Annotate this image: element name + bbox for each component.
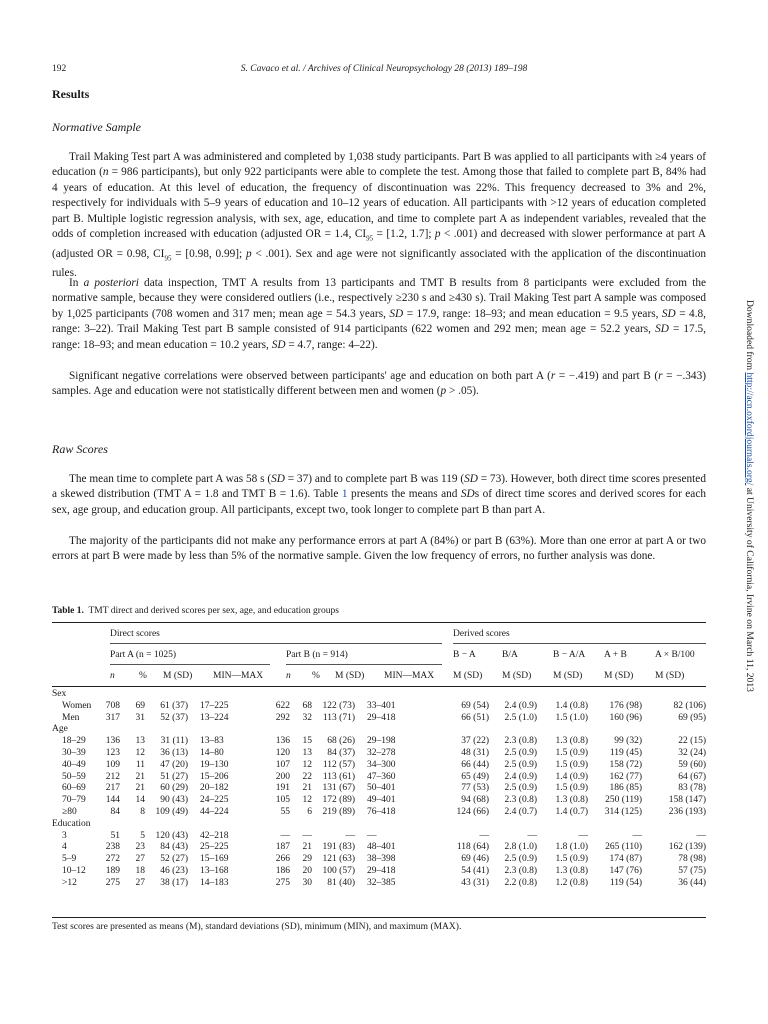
table-cell: 186 (85) bbox=[609, 783, 642, 794]
table-cell: 118 (64) bbox=[456, 842, 489, 853]
table-cell: 174 (87) bbox=[609, 854, 642, 865]
table-cell: 186 bbox=[275, 865, 290, 876]
table-cell: 46 (23) bbox=[160, 865, 188, 876]
table-cell: 121 (63) bbox=[322, 854, 355, 865]
table-cell: 51 bbox=[110, 830, 120, 841]
table-cell: 124 (66) bbox=[456, 806, 489, 817]
table-cell: 18 bbox=[135, 865, 145, 876]
table-row bbox=[52, 878, 706, 890]
normative-subheading: Normative Sample bbox=[52, 120, 141, 134]
table-cell bbox=[493, 724, 541, 736]
table-cell: 275 bbox=[105, 877, 120, 888]
table-row bbox=[52, 807, 706, 819]
derived-col-a-times-b: A × B/100 bbox=[655, 650, 695, 660]
table-cell bbox=[493, 819, 541, 831]
table-row bbox=[52, 854, 706, 866]
table-cell: 78 (98) bbox=[678, 854, 706, 865]
row-label: 30–39 bbox=[62, 747, 86, 758]
table-cell: — bbox=[302, 830, 312, 841]
direct-scores-header: Direct scores bbox=[110, 629, 160, 639]
table-cell: 1.8 (1.0) bbox=[555, 842, 588, 853]
table-cell bbox=[541, 689, 592, 701]
table-cell: 191 (83) bbox=[322, 842, 355, 853]
row-label: Women bbox=[62, 700, 92, 711]
table-cell bbox=[194, 724, 264, 736]
table-cell: 172 (89) bbox=[322, 795, 355, 806]
section-heading: Results bbox=[52, 87, 90, 101]
row-label: 5–9 bbox=[62, 854, 77, 865]
table-cell: 1.5 (0.9) bbox=[555, 783, 588, 794]
table-cell bbox=[541, 724, 592, 736]
table-cell bbox=[100, 689, 124, 701]
table-cell: 2.2 (0.8) bbox=[504, 877, 537, 888]
table-cell: 219 (89) bbox=[322, 806, 355, 817]
row-label: ≥80 bbox=[62, 806, 77, 817]
table-cell bbox=[361, 689, 432, 701]
table-cell: 21 bbox=[135, 771, 145, 782]
table-cell: 189 bbox=[105, 865, 120, 876]
table-cell: 292 bbox=[275, 712, 290, 723]
table-cell: — bbox=[696, 830, 706, 841]
table-cell: 1.3 (0.8) bbox=[555, 865, 588, 876]
table-cell: 2.3 (0.8) bbox=[504, 865, 537, 876]
table-cell: 191 bbox=[275, 783, 290, 794]
table-cell: 54 (41) bbox=[461, 865, 489, 876]
table-cell: 37 (22) bbox=[461, 736, 489, 747]
table-cell: 77 (53) bbox=[461, 783, 489, 794]
table-cell bbox=[592, 819, 646, 831]
table-cell bbox=[592, 689, 646, 701]
table-cell: 51 (27) bbox=[160, 771, 188, 782]
table-cell: 1.4 (0.7) bbox=[555, 806, 588, 817]
table-cell: 13–224 bbox=[200, 712, 229, 723]
paragraph-normative-1: Trail Making Test part A was administered and completed by 1,038 study participants. Part B was applied to all participants with ≥4 years of education (n = 986 participants), but only 922 participants were able to complete the test. Among those that failed to complete part B, 84% had 4 years of education. At this level of education, the frequency of discontinuation was 22%. This frequency decreased to 3% and 2%, respectively for individuals with 5–9 years of education and 10–12 years of education. All participants with >12 years of education completed part B. Multiple logistic regression analysis, with sex, age, education, and time to complete part A as independent variables, revealed that the odds of completion increased with education (adjusted OR = 1.4, $CI_{95} = [1.2$, 1.7]; p < .001) and decreased with slower performance at part A (adjusted OR = 0.98, $CI_{95} = [0.98$, 0.99]; p < .001). Sex and age were not significantly associated with the application of the discontinuation rules. bbox=[52, 151, 707, 280]
table-cell: 66 (51) bbox=[461, 712, 489, 723]
paragraph-normative-2: In a posteriori data inspection, TMT A results from 13 participants and TMT B results from 8 participants were excluded from the normative sample, because they were considered outliers (i.e., respectively ≥230 s and ≥430 s). Trail Making Test part A sample was composed by 1,025 participants (708 women and 317 men; mean age = 54.3 years, SD = 17.9, range: 18–93; and mean education = 9.5 years, SD = 4.8, range: 3–22). Trail Making Test part B sample consisted of 914 participants (622 women and 292 men; mean age = 52.2 years, SD = 17.5, range: 18–93; and mean education = 10.2 years, SD = 4.7, range: 4–22). bbox=[52, 277, 706, 351]
table-cell: 99 (32) bbox=[614, 736, 642, 747]
table-cell: 57 (75) bbox=[678, 865, 706, 876]
col-pct-b: % bbox=[312, 671, 320, 681]
table-cell: 1.5 (0.9) bbox=[555, 759, 588, 770]
table-cell: 6 bbox=[307, 806, 312, 817]
table-cell: 8 bbox=[140, 806, 145, 817]
table-cell: 109 (49) bbox=[155, 806, 188, 817]
table-cell: 2.5 (0.9) bbox=[504, 783, 537, 794]
table-cell: 84 (43) bbox=[160, 842, 188, 853]
table-row bbox=[52, 760, 706, 772]
table-cell: 160 (96) bbox=[609, 712, 642, 723]
row-label: Men bbox=[62, 712, 80, 723]
table-cell bbox=[432, 819, 493, 831]
table-cell: 44–224 bbox=[200, 806, 229, 817]
table-cell: 25–225 bbox=[200, 842, 229, 853]
table-cell bbox=[316, 819, 361, 831]
data-table bbox=[52, 689, 706, 890]
paragraph-normative-3: Significant negative correlations were observed between participants' age and education on both part A (r = −.419) and part B (r = −.343) samples. Age and education were not statistically different between men and women (p > .05). bbox=[52, 370, 706, 398]
table-row bbox=[52, 831, 706, 843]
table-cell: 14–183 bbox=[200, 877, 229, 888]
table-cell bbox=[264, 724, 294, 736]
table-cell: 1.3 (0.8) bbox=[555, 795, 588, 806]
table-cell: 162 (139) bbox=[668, 842, 706, 853]
table-note: Test scores are presented as means (M), standard deviations (SD), minimum (MIN), and maximum (MAX). bbox=[52, 922, 462, 932]
table-cell: 12 bbox=[302, 795, 312, 806]
table-cell: 13–83 bbox=[200, 736, 224, 747]
row-label: Education bbox=[52, 818, 91, 829]
table-cell: — bbox=[479, 830, 489, 841]
table-cell: 69 (54) bbox=[461, 700, 489, 711]
table-row bbox=[52, 842, 706, 854]
table-cell: 21 bbox=[302, 842, 312, 853]
table-cell: 11 bbox=[135, 759, 145, 770]
table-cell bbox=[361, 724, 432, 736]
table-cell: 64 (67) bbox=[678, 771, 706, 782]
table-cell: 200 bbox=[275, 771, 290, 782]
table-cell: 60 (29) bbox=[160, 783, 188, 794]
table-row bbox=[52, 736, 706, 748]
table-cell: 20–182 bbox=[200, 783, 229, 794]
table-cell: 1.5 (1.0) bbox=[555, 712, 588, 723]
table-row bbox=[52, 795, 706, 807]
table-cell: 49–401 bbox=[367, 795, 396, 806]
table-cell: 100 (57) bbox=[322, 865, 355, 876]
table-cell: 265 (110) bbox=[605, 842, 642, 853]
derived-col-b-over-a: B/A bbox=[502, 650, 518, 660]
table-cell: 622 bbox=[275, 700, 290, 711]
table-cell: 52 (27) bbox=[160, 854, 188, 865]
table-cell bbox=[149, 724, 194, 736]
table-cell: — bbox=[345, 830, 355, 841]
table-cell: 32–385 bbox=[367, 877, 396, 888]
table-cell: 83 (78) bbox=[678, 783, 706, 794]
row-label: >12 bbox=[62, 877, 77, 888]
table-cell: 59 (60) bbox=[678, 759, 706, 770]
table-row bbox=[52, 772, 706, 784]
table-cell bbox=[493, 689, 541, 701]
table-cell: 119 (45) bbox=[609, 747, 642, 758]
table-cell: — bbox=[578, 830, 588, 841]
table-cell: 1.3 (0.8) bbox=[555, 736, 588, 747]
part-b-rule bbox=[286, 664, 442, 665]
table-cell: 113 (71) bbox=[322, 712, 355, 723]
table-cell: 55 bbox=[280, 806, 290, 817]
table-cell: 43 (31) bbox=[461, 877, 489, 888]
raw-scores-subheading: Raw Scores bbox=[52, 442, 108, 456]
table-cell bbox=[194, 689, 264, 701]
table-cell: 217 bbox=[105, 783, 120, 794]
table-cell: 84 bbox=[110, 806, 120, 817]
table-top-rule bbox=[52, 622, 706, 623]
table-cell bbox=[646, 724, 706, 736]
table-cell: 76–418 bbox=[367, 806, 396, 817]
row-label: Age bbox=[52, 724, 68, 735]
table-cell: 112 (57) bbox=[322, 759, 355, 770]
table-row bbox=[52, 713, 706, 725]
table-cell: 250 (119) bbox=[605, 795, 642, 806]
table-cell: 15–169 bbox=[200, 854, 229, 865]
table-cell: 120 bbox=[275, 747, 290, 758]
col-minmax-b: MIN—MAX bbox=[384, 671, 435, 681]
table-cell: 2.4 (0.9) bbox=[504, 771, 537, 782]
table-cell bbox=[646, 689, 706, 701]
table-cell: 23 bbox=[135, 842, 145, 853]
table-cell bbox=[541, 819, 592, 831]
table-cell: 29–418 bbox=[367, 865, 396, 876]
row-label: 10–12 bbox=[62, 865, 86, 876]
table-cell: 2.5 (0.9) bbox=[504, 759, 537, 770]
direct-scores-rule bbox=[110, 643, 442, 644]
table-cell: 48–401 bbox=[367, 842, 396, 853]
table-cell: 33–401 bbox=[367, 700, 396, 711]
table-cell: 17–225 bbox=[200, 700, 229, 711]
table-cell: 162 (77) bbox=[609, 771, 642, 782]
table-cell: 14 bbox=[135, 795, 145, 806]
table-cell: 84 (37) bbox=[327, 747, 355, 758]
table-cell: 1.2 (0.8) bbox=[555, 877, 588, 888]
table-bottom-rule bbox=[52, 917, 706, 918]
table-cell bbox=[124, 819, 149, 831]
table-cell: 2.5 (0.9) bbox=[504, 854, 537, 865]
table-cell: 22 bbox=[302, 771, 312, 782]
table-cell: 187 bbox=[275, 842, 290, 853]
table-cell: 113 (61) bbox=[322, 771, 355, 782]
table-cell: 68 bbox=[302, 700, 312, 711]
derived-col-b-minus-a-over-a: B − A/A bbox=[553, 650, 586, 660]
table-caption: Table 1. TMT direct and derived scores per sex, age, and education groups bbox=[52, 606, 339, 616]
table-cell bbox=[592, 724, 646, 736]
table-cell: 275 bbox=[275, 877, 290, 888]
table-cell: 81 (40) bbox=[327, 877, 355, 888]
table-cell: 66 (44) bbox=[461, 759, 489, 770]
col-msd-derived-4: M (SD) bbox=[604, 671, 634, 681]
table-cell: — bbox=[527, 830, 537, 841]
table-row bbox=[52, 748, 706, 760]
table-cell: 38–398 bbox=[367, 854, 396, 865]
table-cell: 42–218 bbox=[200, 830, 229, 841]
table-cell: 82 (106) bbox=[673, 700, 706, 711]
table-cell: 2.5 (0.9) bbox=[504, 747, 537, 758]
col-msd-derived-3: M (SD) bbox=[553, 671, 583, 681]
table-cell: 31 bbox=[135, 712, 145, 723]
table-cell bbox=[149, 819, 194, 831]
download-notice: Downloaded from http://acn.oxfordjournals.org/ at University of California, Irvine on March 11, 2013 bbox=[744, 300, 755, 692]
table-cell: 708 bbox=[105, 700, 120, 711]
table-cell: 105 bbox=[275, 795, 290, 806]
table-cell bbox=[149, 689, 194, 701]
table-cell: 144 bbox=[105, 795, 120, 806]
table-cell: 147 (76) bbox=[609, 865, 642, 876]
table-row bbox=[52, 724, 706, 736]
table-cell: 47 (20) bbox=[160, 759, 188, 770]
table-cell: 22 (15) bbox=[678, 736, 706, 747]
table-cell bbox=[361, 819, 432, 831]
table-cell: 13–168 bbox=[200, 865, 229, 876]
col-n-a: n bbox=[110, 671, 115, 681]
table-cell: 120 (43) bbox=[155, 830, 188, 841]
table-header-rule bbox=[52, 686, 706, 687]
table-cell: 266 bbox=[275, 854, 290, 865]
table-cell: 158 (72) bbox=[609, 759, 642, 770]
page-number: 192 bbox=[52, 64, 67, 74]
col-msd-a: M (SD) bbox=[163, 671, 193, 681]
table-cell bbox=[432, 724, 493, 736]
table-cell: 32 (24) bbox=[678, 747, 706, 758]
table-cell: 131 (67) bbox=[322, 783, 355, 794]
table-cell: 29 bbox=[302, 854, 312, 865]
table-cell: 36 (13) bbox=[160, 747, 188, 758]
table-cell: 48 (31) bbox=[461, 747, 489, 758]
journal-citation: S. Cavaco et al. / Archives of Clinical Neuropsychology 28 (2013) 189–198 bbox=[240, 64, 528, 74]
table-cell: 34–300 bbox=[367, 759, 396, 770]
table-cell bbox=[264, 689, 294, 701]
col-msd-derived-2: M (SD) bbox=[502, 671, 532, 681]
table-cell bbox=[432, 689, 493, 701]
table-cell: 15–206 bbox=[200, 771, 229, 782]
table-cell: 122 (73) bbox=[322, 700, 355, 711]
table-cell bbox=[316, 689, 361, 701]
table-cell: 107 bbox=[275, 759, 290, 770]
table-cell bbox=[100, 819, 124, 831]
row-label: 60–69 bbox=[62, 783, 86, 794]
table-cell: 1.4 (0.8) bbox=[555, 700, 588, 711]
table-cell: 31 (11) bbox=[160, 736, 188, 747]
table-cell: 1.4 (0.9) bbox=[555, 771, 588, 782]
part-a-header: Part A (n = 1025) bbox=[110, 650, 177, 660]
table-cell: 1.5 (0.9) bbox=[555, 747, 588, 758]
table-cell: 2.3 (0.8) bbox=[504, 736, 537, 747]
table-row bbox=[52, 701, 706, 713]
table-cell: 68 (26) bbox=[327, 736, 355, 747]
table-cell: 2.3 (0.8) bbox=[504, 795, 537, 806]
row-label: 50–59 bbox=[62, 771, 86, 782]
table-cell: 19–130 bbox=[200, 759, 229, 770]
table-cell: 24–225 bbox=[200, 795, 229, 806]
table-cell bbox=[124, 689, 149, 701]
table-cell: 158 (147) bbox=[668, 795, 706, 806]
table-cell: 236 (193) bbox=[668, 806, 706, 817]
table-cell bbox=[646, 819, 706, 831]
table-cell: 69 (46) bbox=[461, 854, 489, 865]
paragraph-raw-2: The majority of the participants did not make any performance errors at part A (84%) or part B (63%). More than one error at part A or two errors at part B were made by less than 5% of the normative sample. Given the low frequency of errors, no further analysis was done. bbox=[52, 535, 706, 563]
table-cell: 69 bbox=[135, 700, 145, 711]
table-cell: 47–360 bbox=[367, 771, 396, 782]
table-cell: 136 bbox=[105, 736, 120, 747]
table-cell: 14–80 bbox=[200, 747, 224, 758]
table-cell: 32 bbox=[302, 712, 312, 723]
table-cell: 94 (68) bbox=[461, 795, 489, 806]
table-cell: 5 bbox=[140, 830, 145, 841]
table-cell: 1.5 (0.9) bbox=[555, 854, 588, 865]
part-b-header: Part B (n = 914) bbox=[286, 650, 348, 660]
table-cell: 314 (125) bbox=[604, 806, 642, 817]
table-cell: 136 bbox=[275, 736, 290, 747]
derived-scores-rule bbox=[453, 643, 706, 644]
col-msd-derived-5: M (SD) bbox=[655, 671, 685, 681]
row-label: 18–29 bbox=[62, 736, 86, 747]
table-cell: 15 bbox=[302, 736, 312, 747]
table-cell: 123 bbox=[105, 747, 120, 758]
table-cell: 21 bbox=[302, 783, 312, 794]
part-a-rule bbox=[110, 664, 270, 665]
table-cell: 20 bbox=[302, 865, 312, 876]
table-cell bbox=[100, 724, 124, 736]
col-msd-b: M (SD) bbox=[335, 671, 365, 681]
col-minmax-a: MIN—MAX bbox=[213, 671, 264, 681]
table-cell bbox=[294, 689, 316, 701]
table-cell: 50–401 bbox=[367, 783, 396, 794]
table-cell: 61 (37) bbox=[160, 700, 188, 711]
table-cell: 30 bbox=[302, 877, 312, 888]
derived-col-a-plus-b: A + B bbox=[604, 650, 627, 660]
table-cell: 2.4 (0.9) bbox=[504, 700, 537, 711]
table-cell: 109 bbox=[105, 759, 120, 770]
table-cell: 36 (44) bbox=[678, 877, 706, 888]
row-label: 4 bbox=[62, 842, 67, 853]
table-cell bbox=[194, 819, 264, 831]
row-label: 70–79 bbox=[62, 795, 86, 806]
table-cell: 212 bbox=[105, 771, 120, 782]
table-cell: 12 bbox=[135, 747, 145, 758]
table-cell: 38 (17) bbox=[160, 877, 188, 888]
table-cell bbox=[124, 724, 149, 736]
table-cell: 2.8 (1.0) bbox=[504, 842, 537, 853]
row-label: Sex bbox=[52, 689, 67, 699]
table-row bbox=[52, 783, 706, 795]
table-cell: 29–418 bbox=[367, 712, 396, 723]
table-cell: 238 bbox=[105, 842, 120, 853]
derived-scores-header: Derived scores bbox=[453, 629, 510, 639]
col-msd-derived-1: M (SD) bbox=[453, 671, 483, 681]
col-pct-a: % bbox=[139, 671, 147, 681]
table-row bbox=[52, 819, 706, 831]
table-cell: 119 (54) bbox=[609, 877, 642, 888]
table-cell: 317 bbox=[105, 712, 120, 723]
table-cell: 12 bbox=[302, 759, 312, 770]
table-cell: 13 bbox=[135, 736, 145, 747]
table-cell: 65 (49) bbox=[461, 771, 489, 782]
table-cell: 52 (37) bbox=[160, 712, 188, 723]
table-cell: — bbox=[280, 830, 290, 841]
download-link[interactable]: http://acn.oxfordjournals.org/ bbox=[744, 372, 755, 486]
derived-col-b-minus-a: B − A bbox=[453, 650, 476, 660]
table-cell: 69 (95) bbox=[678, 712, 706, 723]
table-cell: 27 bbox=[135, 854, 145, 865]
col-n-b: n bbox=[286, 671, 291, 681]
table-cell: 2.5 (1.0) bbox=[504, 712, 537, 723]
table-cell: 29–198 bbox=[367, 736, 396, 747]
table-cell: 176 (98) bbox=[609, 700, 642, 711]
table-cell: 2.4 (0.7) bbox=[504, 806, 537, 817]
row-label: 40–49 bbox=[62, 759, 86, 770]
table-cell bbox=[316, 724, 361, 736]
table-cell: 90 (43) bbox=[160, 795, 188, 806]
table-cell: — bbox=[632, 830, 642, 841]
table-cell: 21 bbox=[135, 783, 145, 794]
table-cell: 27 bbox=[135, 877, 145, 888]
table-row bbox=[52, 689, 706, 701]
table-cell: 32–278 bbox=[367, 747, 396, 758]
table-cell bbox=[294, 819, 316, 831]
table-cell bbox=[294, 724, 316, 736]
table-cell: 13 bbox=[302, 747, 312, 758]
table-cell: 272 bbox=[105, 854, 120, 865]
table-cell: — bbox=[367, 830, 377, 841]
paragraph-raw-1: The mean time to complete part A was 58 s (SD = 37) and to complete part B was 119 (SD = 73). However, both direct time scores presented a skewed distribution (TMT A = 1.8 and TMT B = 1.6). Table 1 presents the means and SDs of direct time scores and derived scores for each sex, age group, and education group. All participants, except two, took longer to complete part B than part A. bbox=[52, 473, 706, 516]
table-cell bbox=[264, 819, 294, 831]
row-label: 3 bbox=[62, 830, 67, 841]
table-row bbox=[52, 866, 706, 878]
